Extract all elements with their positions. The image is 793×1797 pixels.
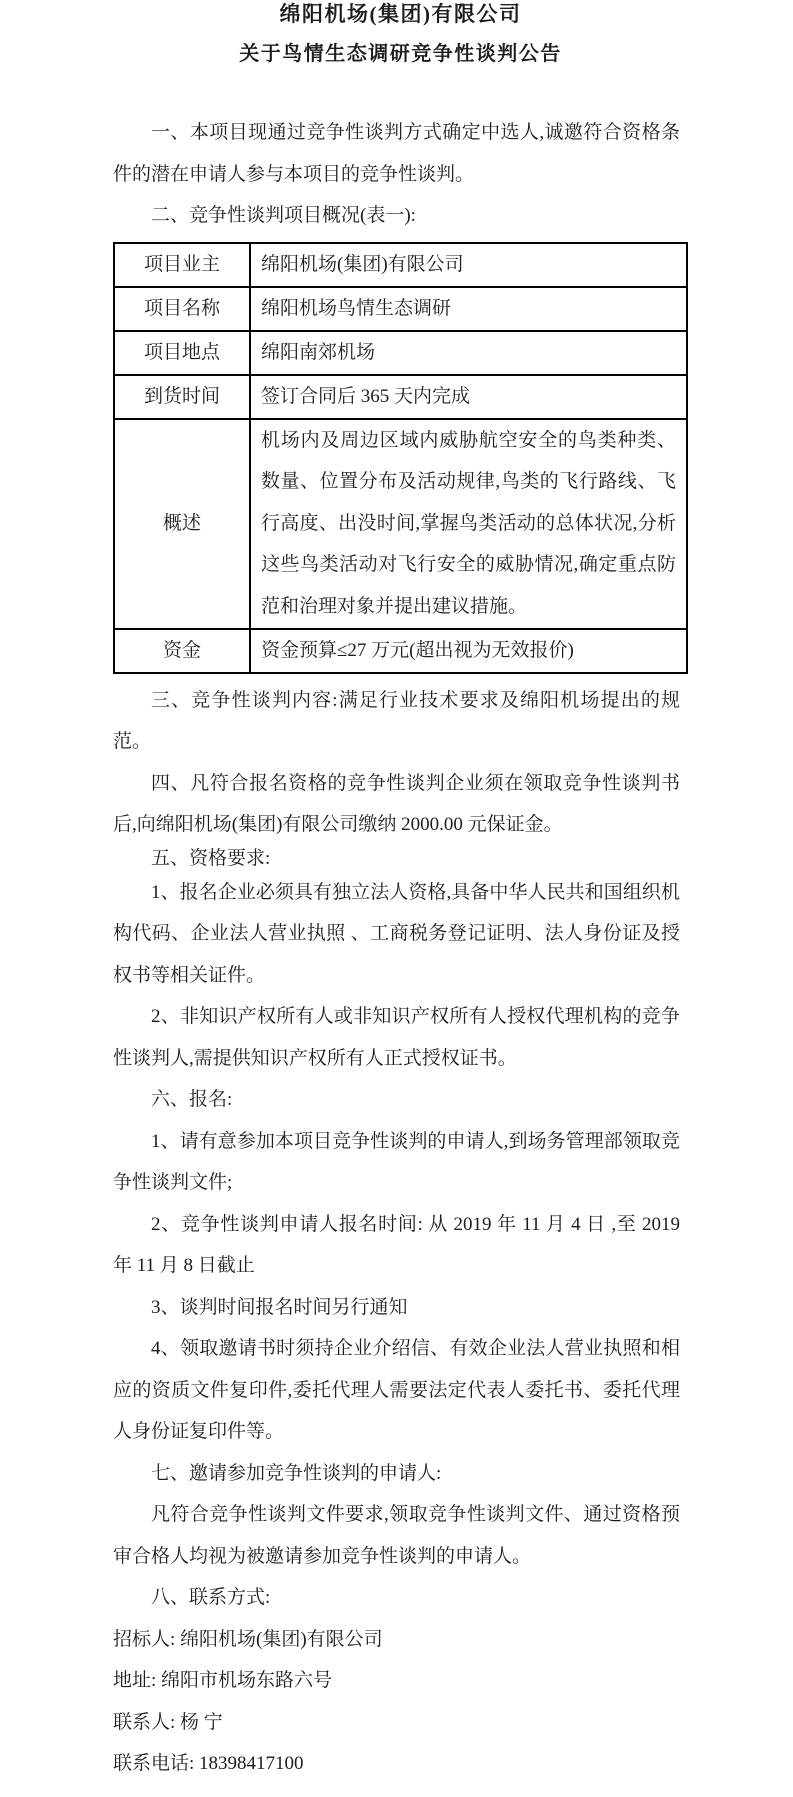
table-value-cell: 资金预算≤27 万元(超出视为无效报价) xyxy=(250,629,687,673)
paragraph-section-4: 四、凡符合报名资格的竞争性谈判企业须在领取竞争性谈判书后,向绵阳机场(集团)有限公司缴纳 2000.00 元保证金。 xyxy=(113,772,680,835)
paragraph-section-5-item-2: 2、非知识产权所有人或非知识产权所有人授权代理机构的竞争性谈判人,需提供知识产权所有人正式授权证书。 xyxy=(113,1006,680,1069)
paragraph-section-6-item-4: 4、领取邀请书时须持企业介绍信、有效企业法人营业执照和相应的资质文件复印件,委托代理人需要法定代表人委托书、委托代理人身份证复印件等。 xyxy=(113,1338,680,1442)
table-label-cell: 概述 xyxy=(114,419,250,629)
paragraph-section-1: 一、本项目现通过竞争性谈判方式确定中选人,诚邀符合资格条件的潜在申请人参与本项目的竞争性谈判。 xyxy=(113,122,680,185)
table-row-owner xyxy=(114,243,687,287)
heading-section-5: 五、资格要求: xyxy=(151,847,271,869)
table-label-cell: 资金 xyxy=(114,629,250,673)
contact-bidder-line: 招标人: 绵阳机场(集团)有限公司 xyxy=(113,1628,383,1650)
table-value-cell: 绵阳机场鸟情生态调研 xyxy=(250,287,687,331)
document-page xyxy=(113,0,688,1785)
table-row-budget xyxy=(114,629,687,673)
table-label-cell: 到货时间 xyxy=(114,375,250,419)
project-overview-table xyxy=(113,242,688,674)
table-row-summary xyxy=(114,419,687,629)
contact-address-line: 地址: 绵阳市机场东路六号 xyxy=(113,1670,333,1691)
table-row-name xyxy=(114,287,687,331)
table-value-cell: 绵阳机场(集团)有限公司 xyxy=(250,243,687,287)
heading-section-7: 七、邀请参加竞争性谈判的申请人: xyxy=(151,1462,442,1484)
heading-section-6: 六、报名: xyxy=(151,1089,233,1110)
paragraph-section-3: 三、竞争性谈判内容:满足行业技术要求及绵阳机场提出的规范。 xyxy=(113,689,680,752)
table-label-cell: 项目地点 xyxy=(114,331,250,375)
paragraph-section-6-item-3: 3、谈判时间报名时间另行通知 xyxy=(151,1296,408,1318)
heading-section-2: 二、竞争性谈判项目概况(表一): xyxy=(151,205,416,226)
paragraph-section-7-body: 凡符合竞争性谈判文件要求,领取竞争性谈判文件、通过资格预审合格人均视为被邀请参加竞争性谈判的申请人。 xyxy=(113,1504,680,1567)
table-value-cell: 绵阳南郊机场 xyxy=(250,331,687,375)
contact-person-line: 联系人: 杨 宁 xyxy=(113,1711,223,1733)
table-value-cell: 签订合同后 365 天内完成 xyxy=(250,375,687,419)
paragraph-section-6-item-2: 2、竞争性谈判申请人报名时间: 从 2019 年 11 月 4 日 ,至 2019 年 11 月 8 日截止 xyxy=(113,1213,680,1276)
paragraph-section-5-item-1: 1、报名企业必须具有独立法人资格,具备中华人民共和国组织机构代码、企业法人营业执照 、工商税务登记证明、法人身份证及授权书等相关证件。 xyxy=(113,881,680,986)
contact-phone-line: 联系电话: 18398417100 xyxy=(113,1753,304,1774)
table-row-delivery-time xyxy=(114,375,687,419)
project-overview-table-body xyxy=(114,243,687,673)
table-value-cell: 机场内及周边区域内威胁航空安全的鸟类种类、数量、位置分布及活动规律,鸟类的飞行路线、飞行高度、出没时间,掌握鸟类活动的总体状况,分析这些鸟类活动对飞行安全的威胁情况,确定重点防范和治理对象并提出建议措施。 xyxy=(250,419,687,629)
document-title: 绵阳机场(集团)有限公司 xyxy=(279,2,522,26)
table-label-cell: 项目名称 xyxy=(114,287,250,331)
heading-section-8: 八、联系方式: xyxy=(151,1587,271,1608)
document-subtitle: 关于鸟情生态调研竞争性谈判公告 xyxy=(239,43,562,65)
table-label-cell: 项目业主 xyxy=(114,243,250,287)
table-row-location xyxy=(114,331,687,375)
paragraph-section-6-item-1: 1、请有意参加本项目竞争性谈判的申请人,到场务管理部领取竞争性谈判文件; xyxy=(113,1130,680,1193)
